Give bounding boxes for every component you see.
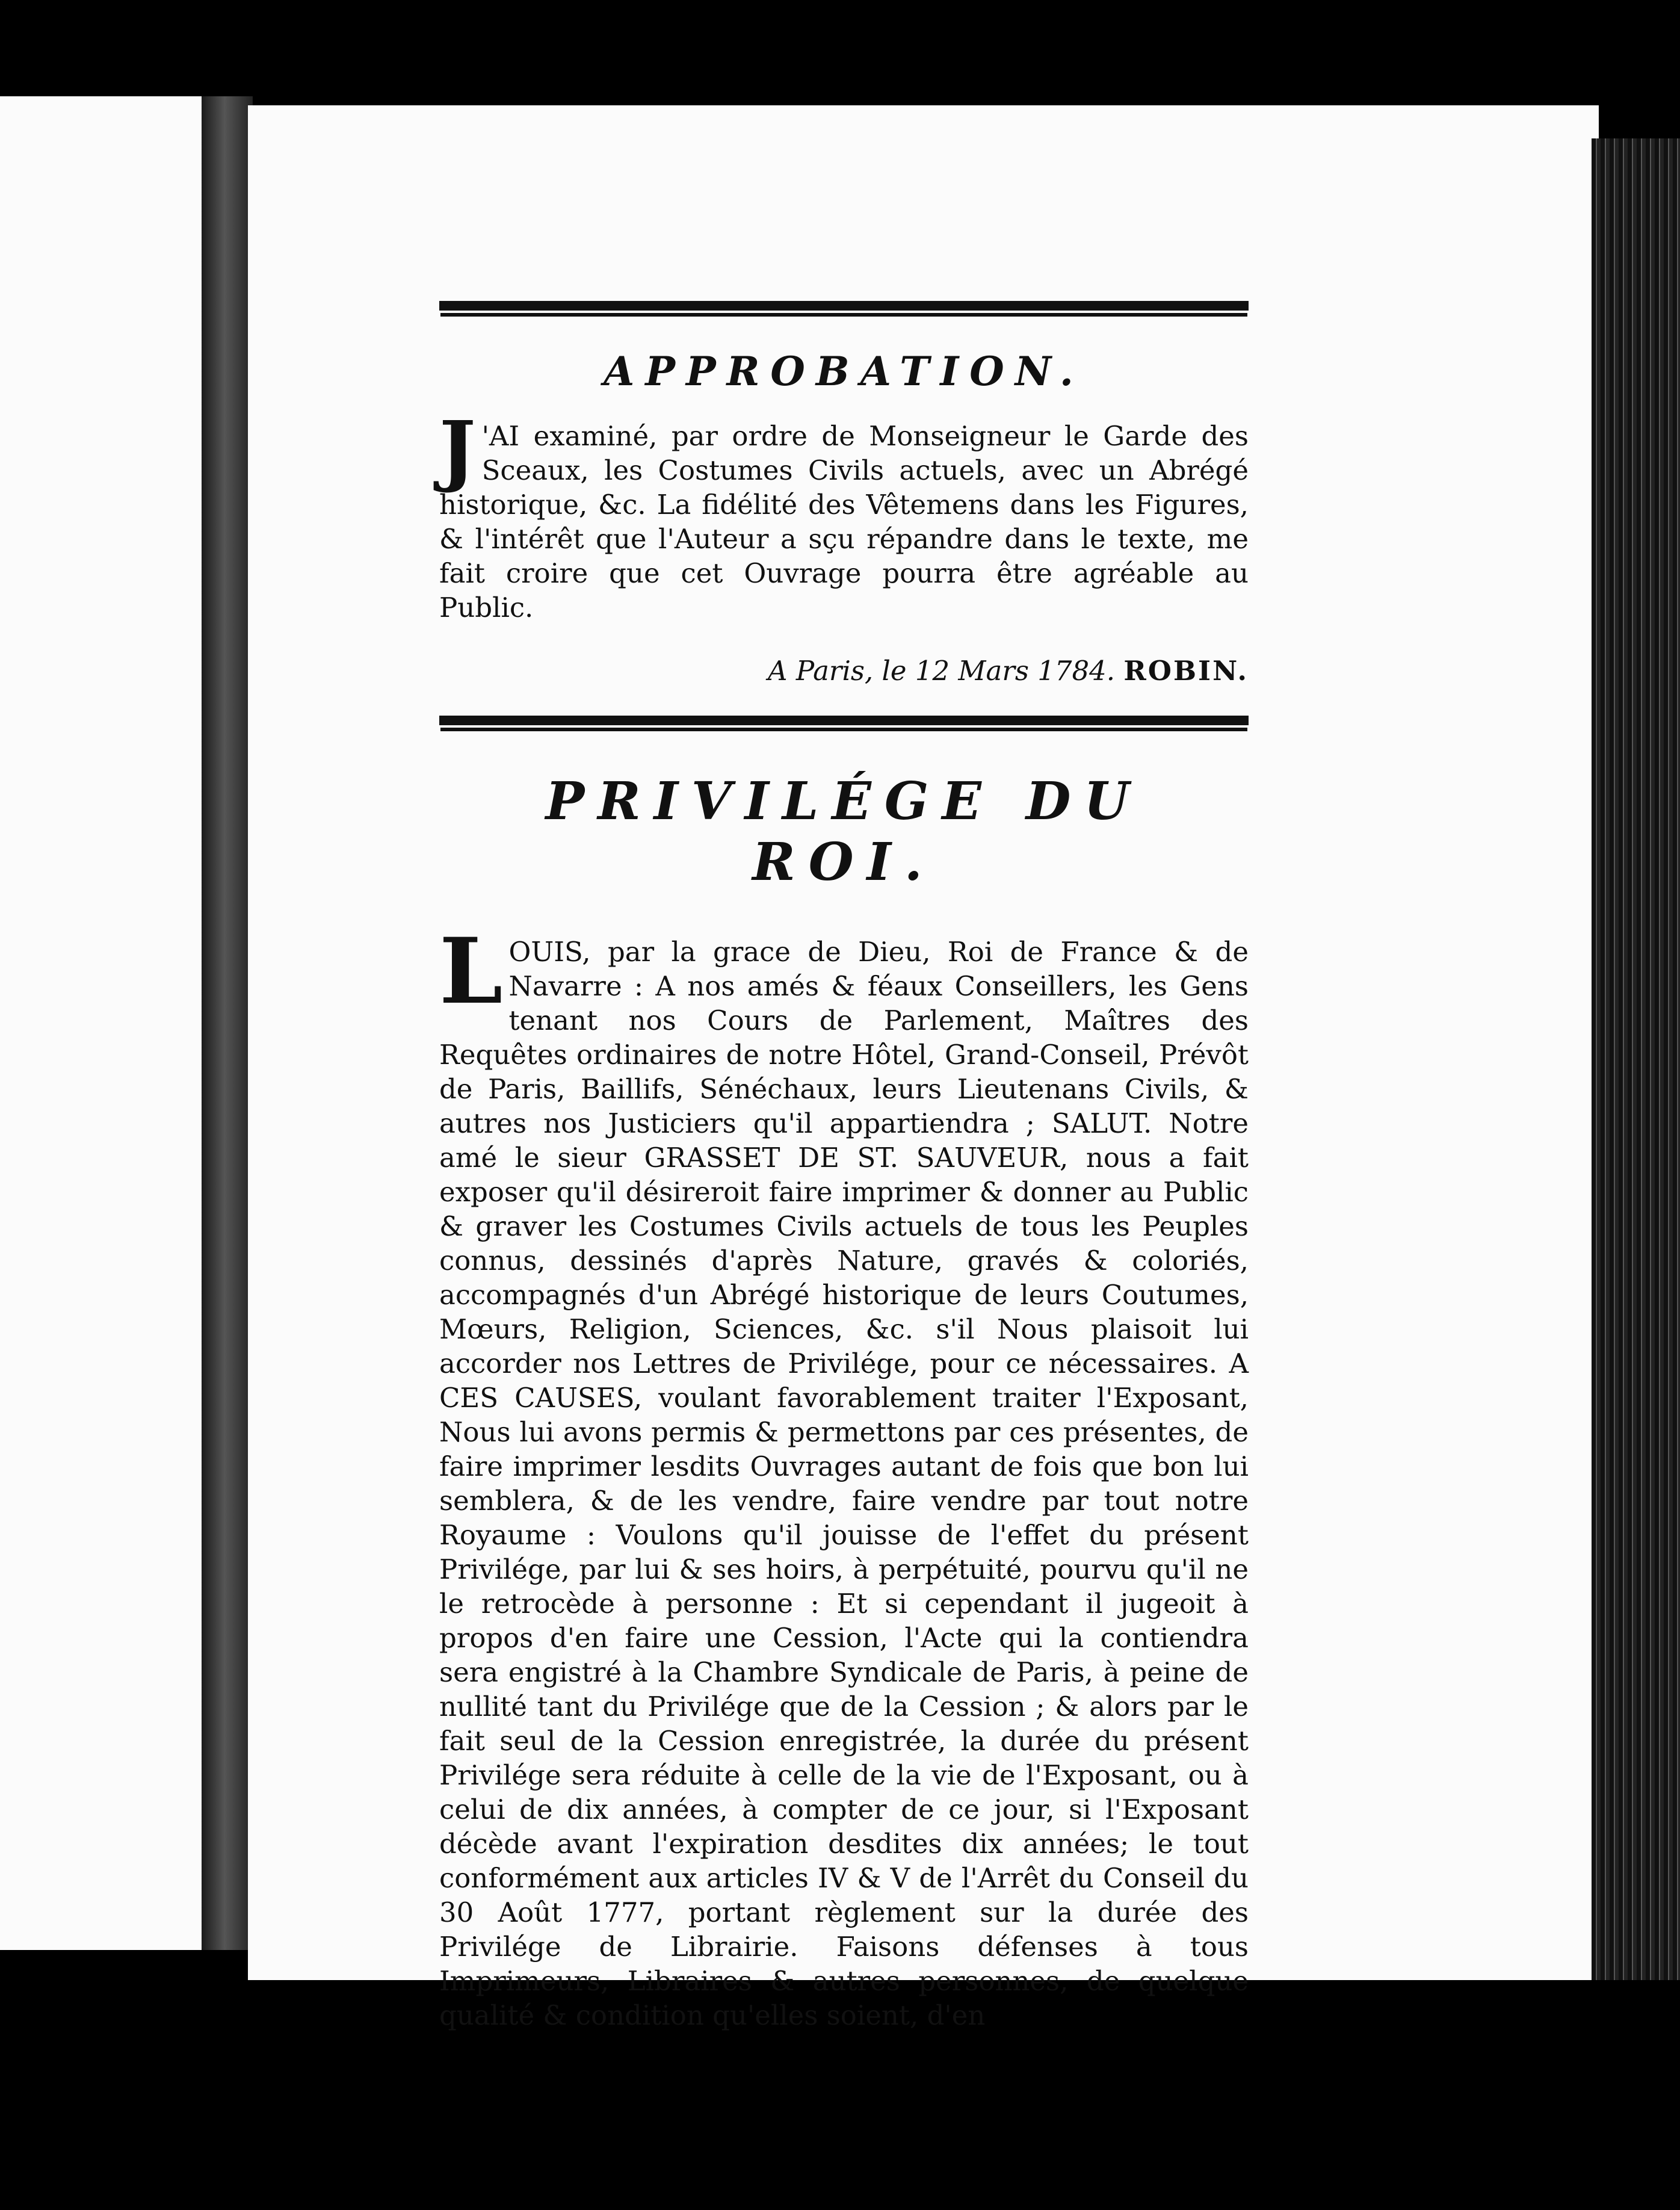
privilege-dropcap: L	[439, 918, 503, 1024]
approbation-signoff	[439, 655, 1249, 687]
privilege-text: OUIS, par la grace de Dieu, Roi de France & de Navarre : A nos amés & féaux Conseillers, les Gens tenant nos Cours de Parlement, Maîtres des Requêtes ordinaires de notre Hôtel, Grand-Conseil, Prévôt de Paris, Baillifs, Sénéchaux, leurs Lieutenans Civils, & autres nos Justiciers qu'il appartiendra ; SALUT. Notre amé le sieur GRASSET DE ST. SAUVEUR, nous a fait exposer qu'il désireroit faire imprimer & donner au Public & graver les Costumes Civils actuels de tous les Peuples connus, dessinés d'après Nature, gravés & coloriés, accompagnés d'un Abrégé historique de leurs Coutumes, Mœurs, Religion, Sciences, &c. s'il Nous plaisoit lui accorder nos Lettres de Privilége, pour ce nécessaires. A CES CAUSES, voulant favorablement traiter l'Exposant, Nous lui avons permis & permettons par ces présentes, de faire imprimer lesdits Ouvrages autant de fois que bon lui semblera, & de les vendre, faire vendre par tout notre Royaume : Voulons qu'il jouisse de l'effet du présent Privilége, par lui & ses hoirs, à perpétuité, pourvu qu'il ne le retrocède à personne : Et si cependant il jugeoit à propos d'en faire une Cession, l'Acte qui la contiendra sera engistré à la Chambre Syndicale de Paris, à peine de nullité tant du Privilége que de la Cession ; & alors par le fait seul de la Cession enregistrée, la durée du présent Privilége sera réduite à celle de la vie de l'Exposant, ou à celui de dix années, à compter de ce jour, si l'Exposant décède avant l'expiration desdites dix années; le tout conformément aux articles IV & V de l'Arrêt du Conseil du 30 Août 1777, portant règlement sur la durée des Privilége de Librairie. Faisons défenses à tous Imprimeurs, Libraires & autres personnes, de quelque qualité & condition qu'elles soient, d'en	[439, 936, 1249, 2031]
left-page	[0, 96, 202, 1950]
book-spine	[202, 96, 253, 1950]
signature: ROBIN.	[1123, 655, 1249, 687]
approbation-dropcap: J	[439, 405, 476, 495]
approbation-title: APPROBATION.	[604, 348, 1084, 395]
place-date: A Paris, le 12 Mars 1784.	[768, 655, 1116, 687]
middle-rule	[439, 716, 1249, 728]
privilege-title: PRIVILÉGE DU ROI.	[545, 771, 1143, 893]
top-rule	[439, 301, 1249, 313]
approbation-paragraph	[439, 405, 1249, 625]
privilege-paragraph	[439, 918, 1249, 2032]
page-edges	[1592, 138, 1680, 1980]
page-content	[439, 301, 1249, 2032]
approbation-text: 'AI examiné, par ordre de Monseigneur le Garde des Sceaux, les Costumes Civils actuels, avec un Abrégé historique, &c. La fidélité des Vêtemens dans les Figures, & l'intérêt que l'Auteur a sçu répandre dans le texte, me fait croire que cet Ouvrage pourra être agréable au Public.	[439, 420, 1249, 624]
